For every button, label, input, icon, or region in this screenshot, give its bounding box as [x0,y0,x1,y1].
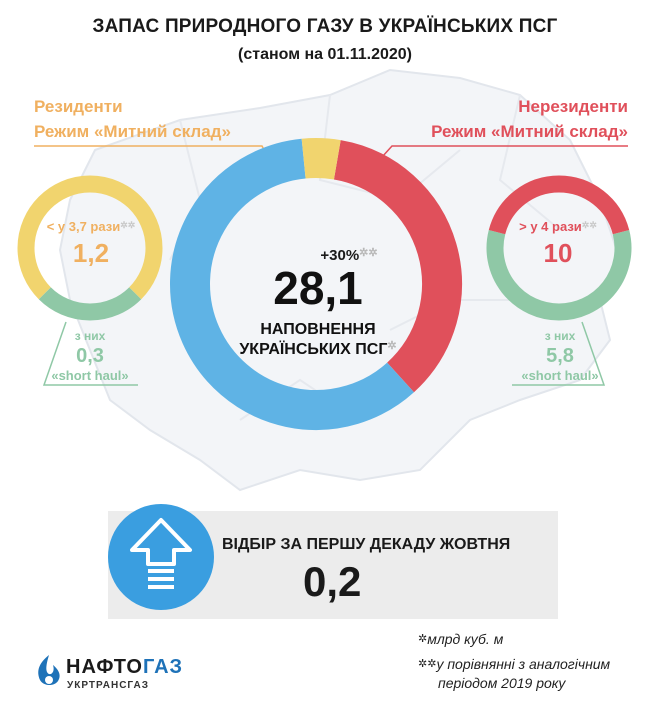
residents-label-line2: Режим «Митний склад» [34,122,231,141]
main-total-value: 28,1 [273,262,363,314]
residents-slice-shorthaul [45,293,136,312]
logo-wordmark: НАФТОГАЗ [66,656,184,678]
nonresidents-change-label: > у 4 рази✲✲ [519,219,597,234]
residents-shorthaul-label: «short haul» [51,368,129,383]
nonresidents-shorthaul-value: 5,8 [546,345,574,367]
logo-subtitle: УКРТРАНСГАЗ [67,680,149,691]
nonresidents-label-line2: Режим «Митний склад» [431,122,628,141]
nonresidents-of-which: з них [544,329,576,343]
page-subtitle: (станом на 01.11.2020) [238,46,412,63]
nonresidents-value: 10 [543,238,573,268]
nonresidents-connector [372,146,628,168]
withdrawal-value: 0,2 [303,558,362,605]
footnote-marker-1: ✲ [387,340,397,352]
footnote-1: ✲млрд куб. м [418,631,504,647]
residents-of-which: з них [74,329,106,343]
main-label-line1: НАПОВНЕННЯ [260,321,376,338]
footnote-marker-2: ✲✲ [418,658,437,670]
main-label-line2: УКРАЇНСЬКИХ ПСГ✲ [239,340,397,358]
footnote-2-line2: періодом 2019 року [438,675,566,691]
donut-slice-residents [304,158,338,160]
residents-change-label: < у 3,7 рази✲✲ [46,219,136,234]
footnote-marker-2: ✲✲ [581,220,597,230]
withdrawal-label: ВІДБІР ЗА ПЕРШУ ДЕКАДУ ЖОВТНЯ [222,536,511,553]
footnote-marker-1: ✲ [418,633,428,645]
residents-value: 1,2 [72,238,110,268]
up-arrow-icon [106,502,216,612]
flame-logo-icon [34,653,64,689]
footnotes [418,630,610,693]
nonresidents-shorthaul-label: «short haul» [521,368,599,383]
nonresidents-label-line1: Нерезиденти [518,97,628,116]
residents-shorthaul-value: 0,3 [76,345,104,367]
footnote-2: ✲✲у порівнянні з аналогічним [418,656,611,672]
footnote-marker-2: ✲✲ [120,220,136,230]
residents-label-line1: Резиденти [34,97,123,116]
page-title: ЗАПАС ПРИРОДНОГО ГАЗУ В УКРАЇНСЬКИХ ПСГ [92,16,558,37]
main-change-label: +30%✲✲ [320,247,378,264]
footnote-marker-2: ✲✲ [359,247,378,259]
